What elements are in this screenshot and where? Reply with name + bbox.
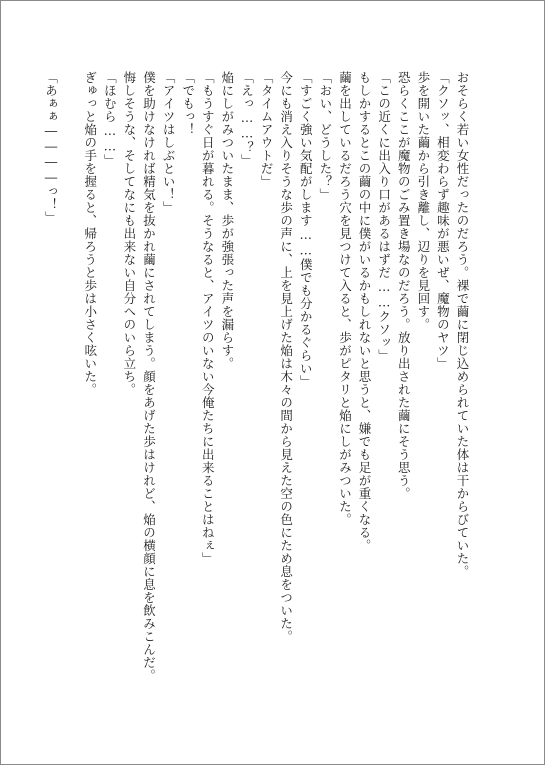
text-line: 僕を助けなければ精気を抜かれ繭にされてしまう。顔をあげた歩はけれど、焔の横顔に息を飲みこんだ。 xyxy=(141,71,157,682)
page-text-area xyxy=(43,71,472,701)
text-line: 「クソッ、相変わらず趣味が悪いぜ、魔物のヤツ」 xyxy=(435,71,451,370)
text-line: 悔しそうな、そしてなにも出来ない自分へのいら立ち。 xyxy=(121,71,137,396)
vertical-text-body xyxy=(43,71,472,701)
text-line: もしかするとこの繭の中に僕がいるかもしれないと思うと、嫌でも足が重くなる。 xyxy=(357,71,373,552)
text-line: 「すごく強い気配がします……僕でも分かるぐらい」 xyxy=(298,71,314,388)
text-line: 今にも消え入りそうな歩の声に、上を見上げた焔は木々の間から見えた空の色にため息をついた。 xyxy=(278,71,294,643)
text-line: 繭を出しているだろう穴を見つけて入ると、歩がピタリと焔にしがみついた。 xyxy=(337,71,353,526)
text-line: 「ほむら……」 xyxy=(102,71,118,167)
text-line: 恐らくここが魔物のごみ置き場なのだろう。放り出された繭にそう思う。 xyxy=(396,71,412,500)
text-line: 焔にしがみついたまま、歩が強張った声を漏らす。 xyxy=(219,71,235,370)
text-line: 「おい、どうした？」 xyxy=(317,71,333,201)
text-line: 「もうすぐ日が暮れる。そうなると、アイツのいない今俺たちに出来ることはねぇ」 xyxy=(200,71,216,565)
text-line: 「あぁぁ――――っ！」 xyxy=(43,71,59,224)
text-line: 「この近くに出入り口があるはずだ……クソッ」 xyxy=(376,71,392,362)
text-line: 「でもっ！ xyxy=(180,71,196,136)
text-line: 「えっ……？」 xyxy=(239,71,255,167)
text-line: おそらく若い女性だったのだろう。裸で繭に閉じ込められていた体は干からびていた。 xyxy=(455,71,470,578)
text-line: 「タイムアウトだ」 xyxy=(259,71,275,188)
text-line: ぎゅっと焔の手を握ると、帰ろうと歩は小さく呟いた。 xyxy=(82,71,98,396)
text-line: 「アイツはしぶとい！」 xyxy=(161,71,177,214)
text-line: 歩を開いた繭から引き離し、辺りを見回す。 xyxy=(415,71,431,331)
blank-line xyxy=(61,71,81,701)
